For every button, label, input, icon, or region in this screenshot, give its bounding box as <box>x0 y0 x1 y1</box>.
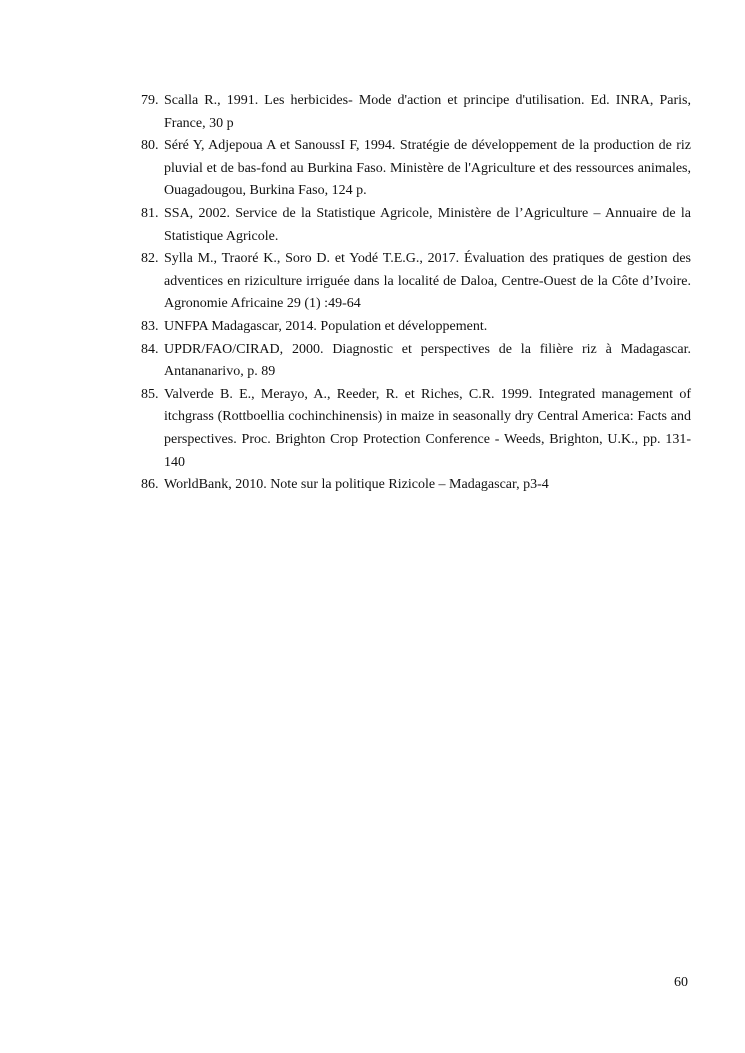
reference-number: 81. <box>141 205 159 221</box>
reference-item <box>141 384 691 474</box>
reference-item <box>141 248 691 316</box>
reference-item <box>141 339 691 384</box>
reference-item <box>141 316 691 339</box>
reference-item <box>141 90 691 135</box>
reference-text: Scalla R., 1991. Les herbicides- Mode d'action et principe d'utilisation. Ed. INRA, Paris, France, 30 p <box>164 93 691 131</box>
reference-text: Séré Y, Adjepoua A et SanoussI F, 1994. Stratégie de développement de la production de riz pluvial et de bas-fond au Burkina Faso. Ministère de l'Agriculture et des ressources animales, Ouagadougou, Burkina Faso, 124 p. <box>164 138 691 199</box>
reference-text: UNFPA Madagascar, 2014. Population et développement. <box>164 318 488 334</box>
reference-text: Sylla M., Traoré K., Soro D. et Yodé T.E.G., 2017. Évaluation des pratiques de gestion des adventices en riziculture irriguée dans la localité de Daloa, Centre-Ouest de la Côte d’Ivoire. Agronomie Africaine 29 (1) :49-64 <box>164 251 691 312</box>
reference-number: 80. <box>141 138 159 154</box>
reference-text: WorldBank, 2010. Note sur la politique Rizicole – Madagascar, p3-4 <box>164 477 549 493</box>
reference-item <box>141 135 691 203</box>
reference-number: 83. <box>141 318 159 334</box>
reference-number: 79. <box>141 93 159 108</box>
reference-text: UPDR/FAO/CIRAD, 2000. Diagnostic et perspectives de la filière riz à Madagascar. Antananarivo, p. 89 <box>164 341 691 380</box>
reference-list <box>141 90 691 497</box>
reference-number: 86. <box>141 477 159 493</box>
reference-text: SSA, 2002. Service de la Statistique Agricole, Ministère de l’Agriculture – Annuaire de la Statistique Agricole. <box>164 205 691 244</box>
reference-item <box>141 203 691 248</box>
reference-item <box>141 474 691 497</box>
reference-number: 84. <box>141 341 159 357</box>
reference-number: 85. <box>141 386 159 402</box>
reference-number: 82. <box>141 251 159 267</box>
page-number: 60 <box>674 975 688 990</box>
reference-text: Valverde B. E., Merayo, A., Reeder, R. et Riches, C.R. 1999. Integrated management of itchgrass (Rottboellia cochinchinensis) in maize in seasonally dry Central America: Facts and perspectives. Proc. Brighton Crop Protection Conference - Weeds, Brighton, U.K., pp. 131-140 <box>164 386 691 470</box>
